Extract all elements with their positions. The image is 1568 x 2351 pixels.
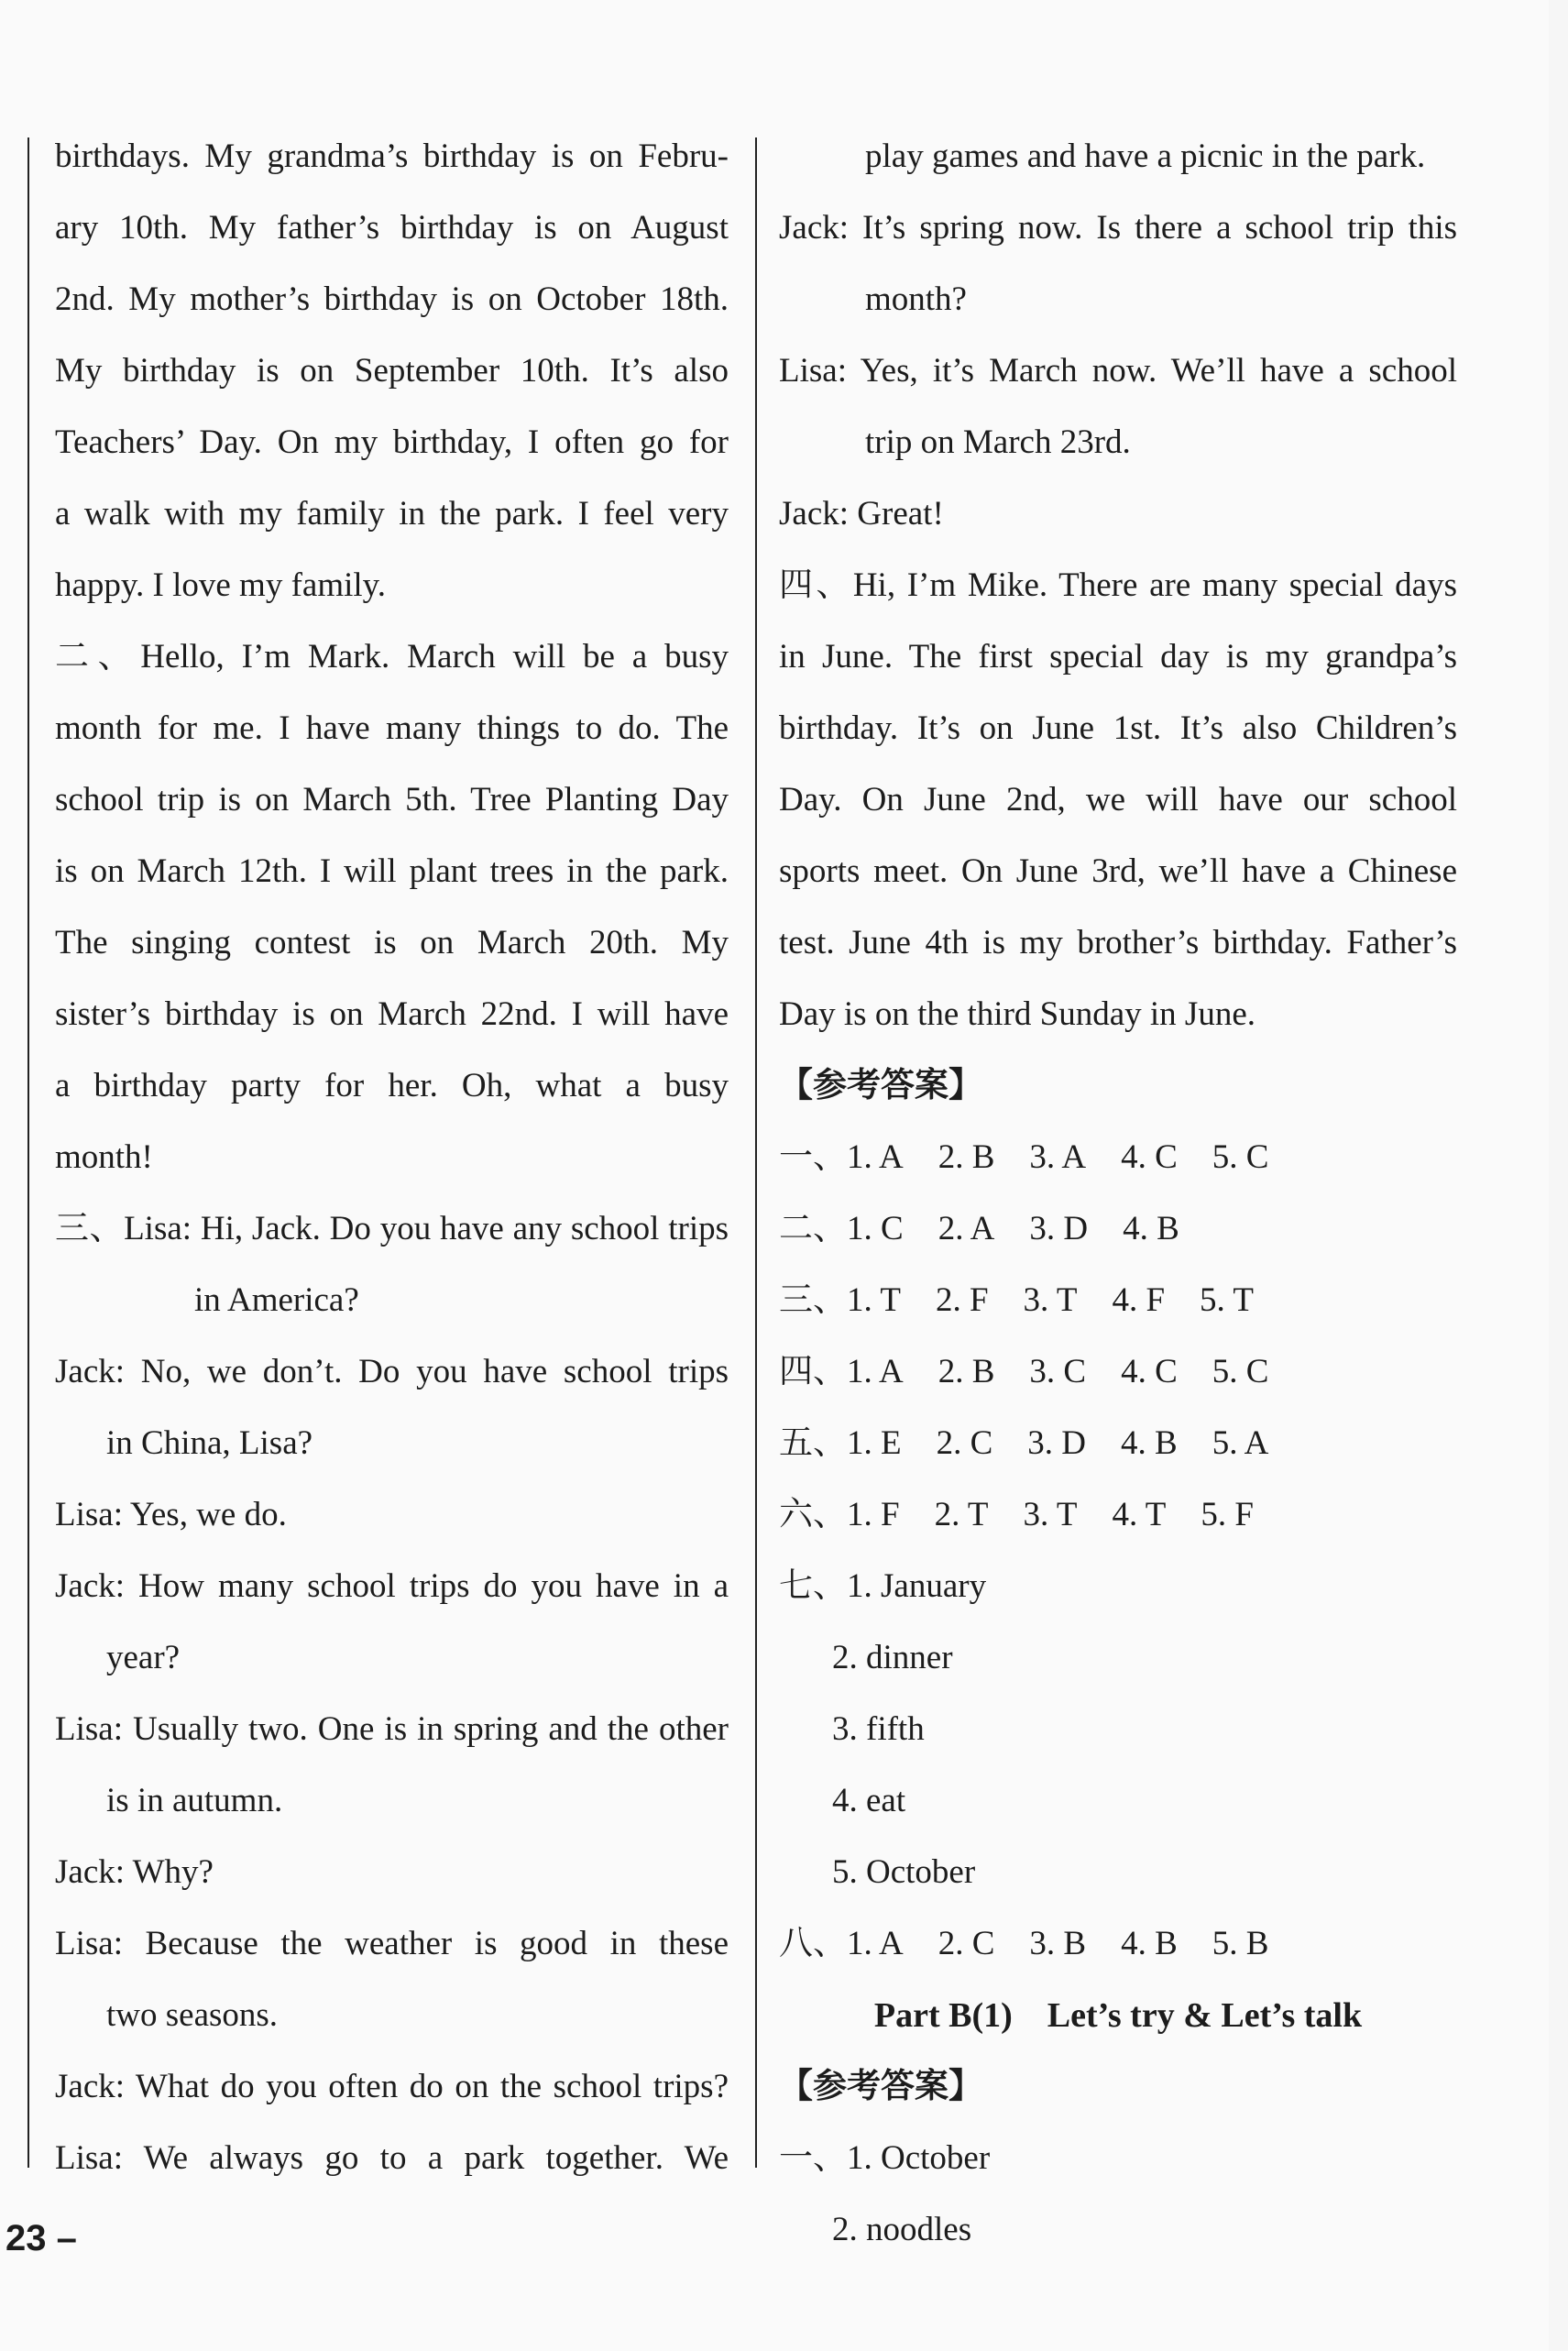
answer-item: 2. B	[938, 1138, 995, 1176]
text-line: in June. The first special day is my grandpa’s	[779, 638, 1457, 676]
dialogue-continuation: month?	[865, 280, 967, 318]
answer-label: 六、	[779, 1496, 847, 1533]
answer-row	[779, 1122, 1457, 1193]
dialogue-continuation: trip on March 23rd.	[865, 423, 1131, 461]
text-line: is on March 12th. I will plant trees in the park.	[55, 852, 729, 890]
answer-item: 4. F	[1112, 1281, 1166, 1319]
text-line: birthdays. My grandma’s birthday is on Febru-	[55, 137, 729, 175]
dialogue-continuation: is in autumn.	[106, 1782, 283, 1819]
answer-label: 二、	[779, 1210, 847, 1247]
dialogue-line: Lisa: Because the weather is good in these	[55, 1925, 729, 1962]
right-column	[779, 121, 1457, 2266]
answer-row	[779, 1479, 1457, 1551]
answer-label: 三、	[779, 1281, 847, 1319]
dialogue-continuation: year?	[106, 1639, 181, 1676]
answer-item: 5. T	[1200, 1281, 1254, 1319]
answer-item: 5. C	[1212, 1353, 1269, 1390]
text-line: My birthday is on September 10th. It’s also	[55, 352, 729, 390]
answer-row	[779, 1265, 1457, 1336]
answer-item: 1. E	[847, 1424, 902, 1462]
text-line: Day. On June 2nd, we will have our school	[779, 781, 1457, 818]
answer-label: 一、	[779, 2139, 847, 2177]
answer-item: 3. fifth	[832, 1710, 925, 1748]
dialogue-line: Lisa: Yes, it’s March now. We’ll have a school	[779, 352, 1457, 390]
dialogue-continued	[779, 121, 1457, 550]
answer-item: 2. F	[935, 1281, 989, 1319]
answer-item: 1. October	[847, 2139, 991, 2177]
answer-item: 5. October	[832, 1853, 976, 1891]
answer-label: 四、	[779, 1353, 847, 1390]
answer-item: 4. B	[1121, 1424, 1178, 1462]
left-margin-line	[27, 137, 29, 2168]
dialogue-continuation: in America?	[194, 1281, 359, 1319]
answer-list	[779, 1122, 1457, 1980]
dialogue-line: Lisa: We always go to a park together. We	[55, 2139, 729, 2177]
dialogue-continuation: two seasons.	[106, 1996, 279, 2034]
school-trip-dialogue	[55, 1193, 729, 2194]
dialogue-line: Lisa: Usually two. One is in spring and the other	[55, 1710, 729, 1748]
text-line: 四、Hi, I’m Mike. There are many special days	[779, 566, 1457, 604]
answer-item: 3. D	[1027, 1424, 1087, 1462]
answer-row	[779, 1408, 1457, 1479]
text-line: month!	[55, 1138, 153, 1176]
answer-item: 1. January	[847, 1567, 987, 1605]
left-column	[55, 121, 729, 2194]
text-line: a walk with my family in the park. I feel very	[55, 495, 729, 533]
text-line: test. June 4th is my brother’s birthday. Father’s	[779, 924, 1457, 961]
dialogue-line: Lisa: Yes, we do.	[55, 1496, 287, 1533]
text-line: sports meet. On June 3rd, we’ll have a Chinese	[779, 852, 1457, 890]
answer-item: 4. B	[1123, 1210, 1179, 1247]
answer-item: 2. dinner	[832, 1639, 953, 1676]
dialogue-line: 三、Lisa: Hi, Jack. Do you have any school trips	[55, 1210, 729, 1247]
column-divider	[755, 137, 757, 2168]
answer-item: 2. C	[938, 1925, 995, 1962]
birthday-paragraph	[55, 121, 729, 621]
dialogue-line: Jack: How many school trips do you have in a	[55, 1567, 729, 1605]
answer-item: 2. A	[938, 1210, 995, 1247]
section-title: Part B(1) Let’s try & Let’s talk	[873, 1996, 1363, 2035]
answer-label: 一、	[779, 1138, 847, 1176]
answer-item: 4. eat	[832, 1782, 906, 1819]
text-line: birthday. It’s on June 1st. It’s also Children’s	[779, 709, 1457, 747]
text-line: 二、Hello, I’m Mark. March will be a busy	[55, 638, 729, 676]
text-line: Day is on the third Sunday in June.	[779, 995, 1256, 1033]
text-line: a birthday party for her. Oh, what a busy	[55, 1067, 729, 1104]
dialogue-line: Jack: It’s spring now. Is there a school trip this	[779, 209, 1457, 247]
answer-item: 1. A	[847, 1353, 904, 1390]
text-line: ary 10th. My father’s birthday is on August	[55, 209, 729, 247]
text-line: 2nd. My mother’s birthday is on October 18th.	[55, 280, 729, 318]
dialogue-line: Jack: No, we don’t. Do you have school trips	[55, 1353, 729, 1390]
answer-item: 2. B	[938, 1353, 995, 1390]
answer-item: 2. T	[934, 1496, 989, 1533]
answer-item: 4. B	[1121, 1925, 1178, 1962]
answer-item: 3. T	[1023, 1281, 1078, 1319]
answer-item: 3. D	[1029, 1210, 1089, 1247]
answer-item: 4. C	[1121, 1138, 1178, 1176]
text-line: school trip is on March 5th. Tree Planting Day	[55, 781, 729, 818]
answer-item: 3. T	[1023, 1496, 1078, 1533]
answer-item: 3. C	[1029, 1353, 1087, 1390]
answer-label: 五、	[779, 1424, 847, 1462]
dialogue-line: Jack: Great!	[779, 495, 944, 533]
answer-row	[779, 1551, 1457, 1622]
answer-item: 4. T	[1112, 1496, 1167, 1533]
answer-item: 5. B	[1212, 1925, 1269, 1962]
dialogue-line: Jack: Why?	[55, 1853, 214, 1891]
answer-item: 3. A	[1029, 1138, 1087, 1176]
dialogue-line: Jack: What do you often do on the school trips?	[55, 2068, 729, 2105]
answer-label: 七、	[779, 1567, 847, 1605]
answer-row	[779, 1908, 1457, 1980]
answer-heading: 【参考答案】	[779, 1067, 982, 1104]
text-line: happy. I love my family.	[55, 566, 387, 604]
answer-item: 2. C	[936, 1424, 993, 1462]
answer-item: 1. A	[847, 1138, 904, 1176]
text-line: month for me. I have many things to do. The	[55, 709, 729, 747]
answer-item: 1. A	[847, 1925, 904, 1962]
text-line: The singing contest is on March 20th. My	[55, 924, 729, 961]
answer-item: 1. C	[847, 1210, 904, 1247]
mike-paragraph	[779, 550, 1457, 1050]
answer-item: 5. F	[1201, 1496, 1254, 1533]
answer-item: 4. C	[1121, 1353, 1178, 1390]
mark-paragraph	[55, 621, 729, 1193]
answer-row	[779, 1336, 1457, 1408]
answer-heading: 【参考答案】	[779, 2068, 982, 2105]
page-number: 23 –	[5, 2218, 77, 2258]
dialogue-continuation: play games and have a picnic in the park.	[865, 137, 1426, 175]
answer-item: 5. C	[1212, 1138, 1269, 1176]
answer-item: 1. F	[847, 1496, 900, 1533]
answer-row	[779, 1193, 1457, 1265]
answer-item: 2. noodles	[832, 2211, 972, 2248]
text-line: sister’s birthday is on March 22nd. I will have	[55, 995, 729, 1033]
answer-item: 1. T	[847, 1281, 901, 1319]
answer-label: 八、	[779, 1925, 847, 1962]
answer-row	[779, 2123, 1457, 2194]
answer-item: 5. A	[1212, 1424, 1269, 1462]
dialogue-continuation: in China, Lisa?	[106, 1424, 313, 1462]
answer-item: 3. B	[1029, 1925, 1087, 1962]
text-line: Teachers’ Day. On my birthday, I often go for	[55, 423, 729, 461]
